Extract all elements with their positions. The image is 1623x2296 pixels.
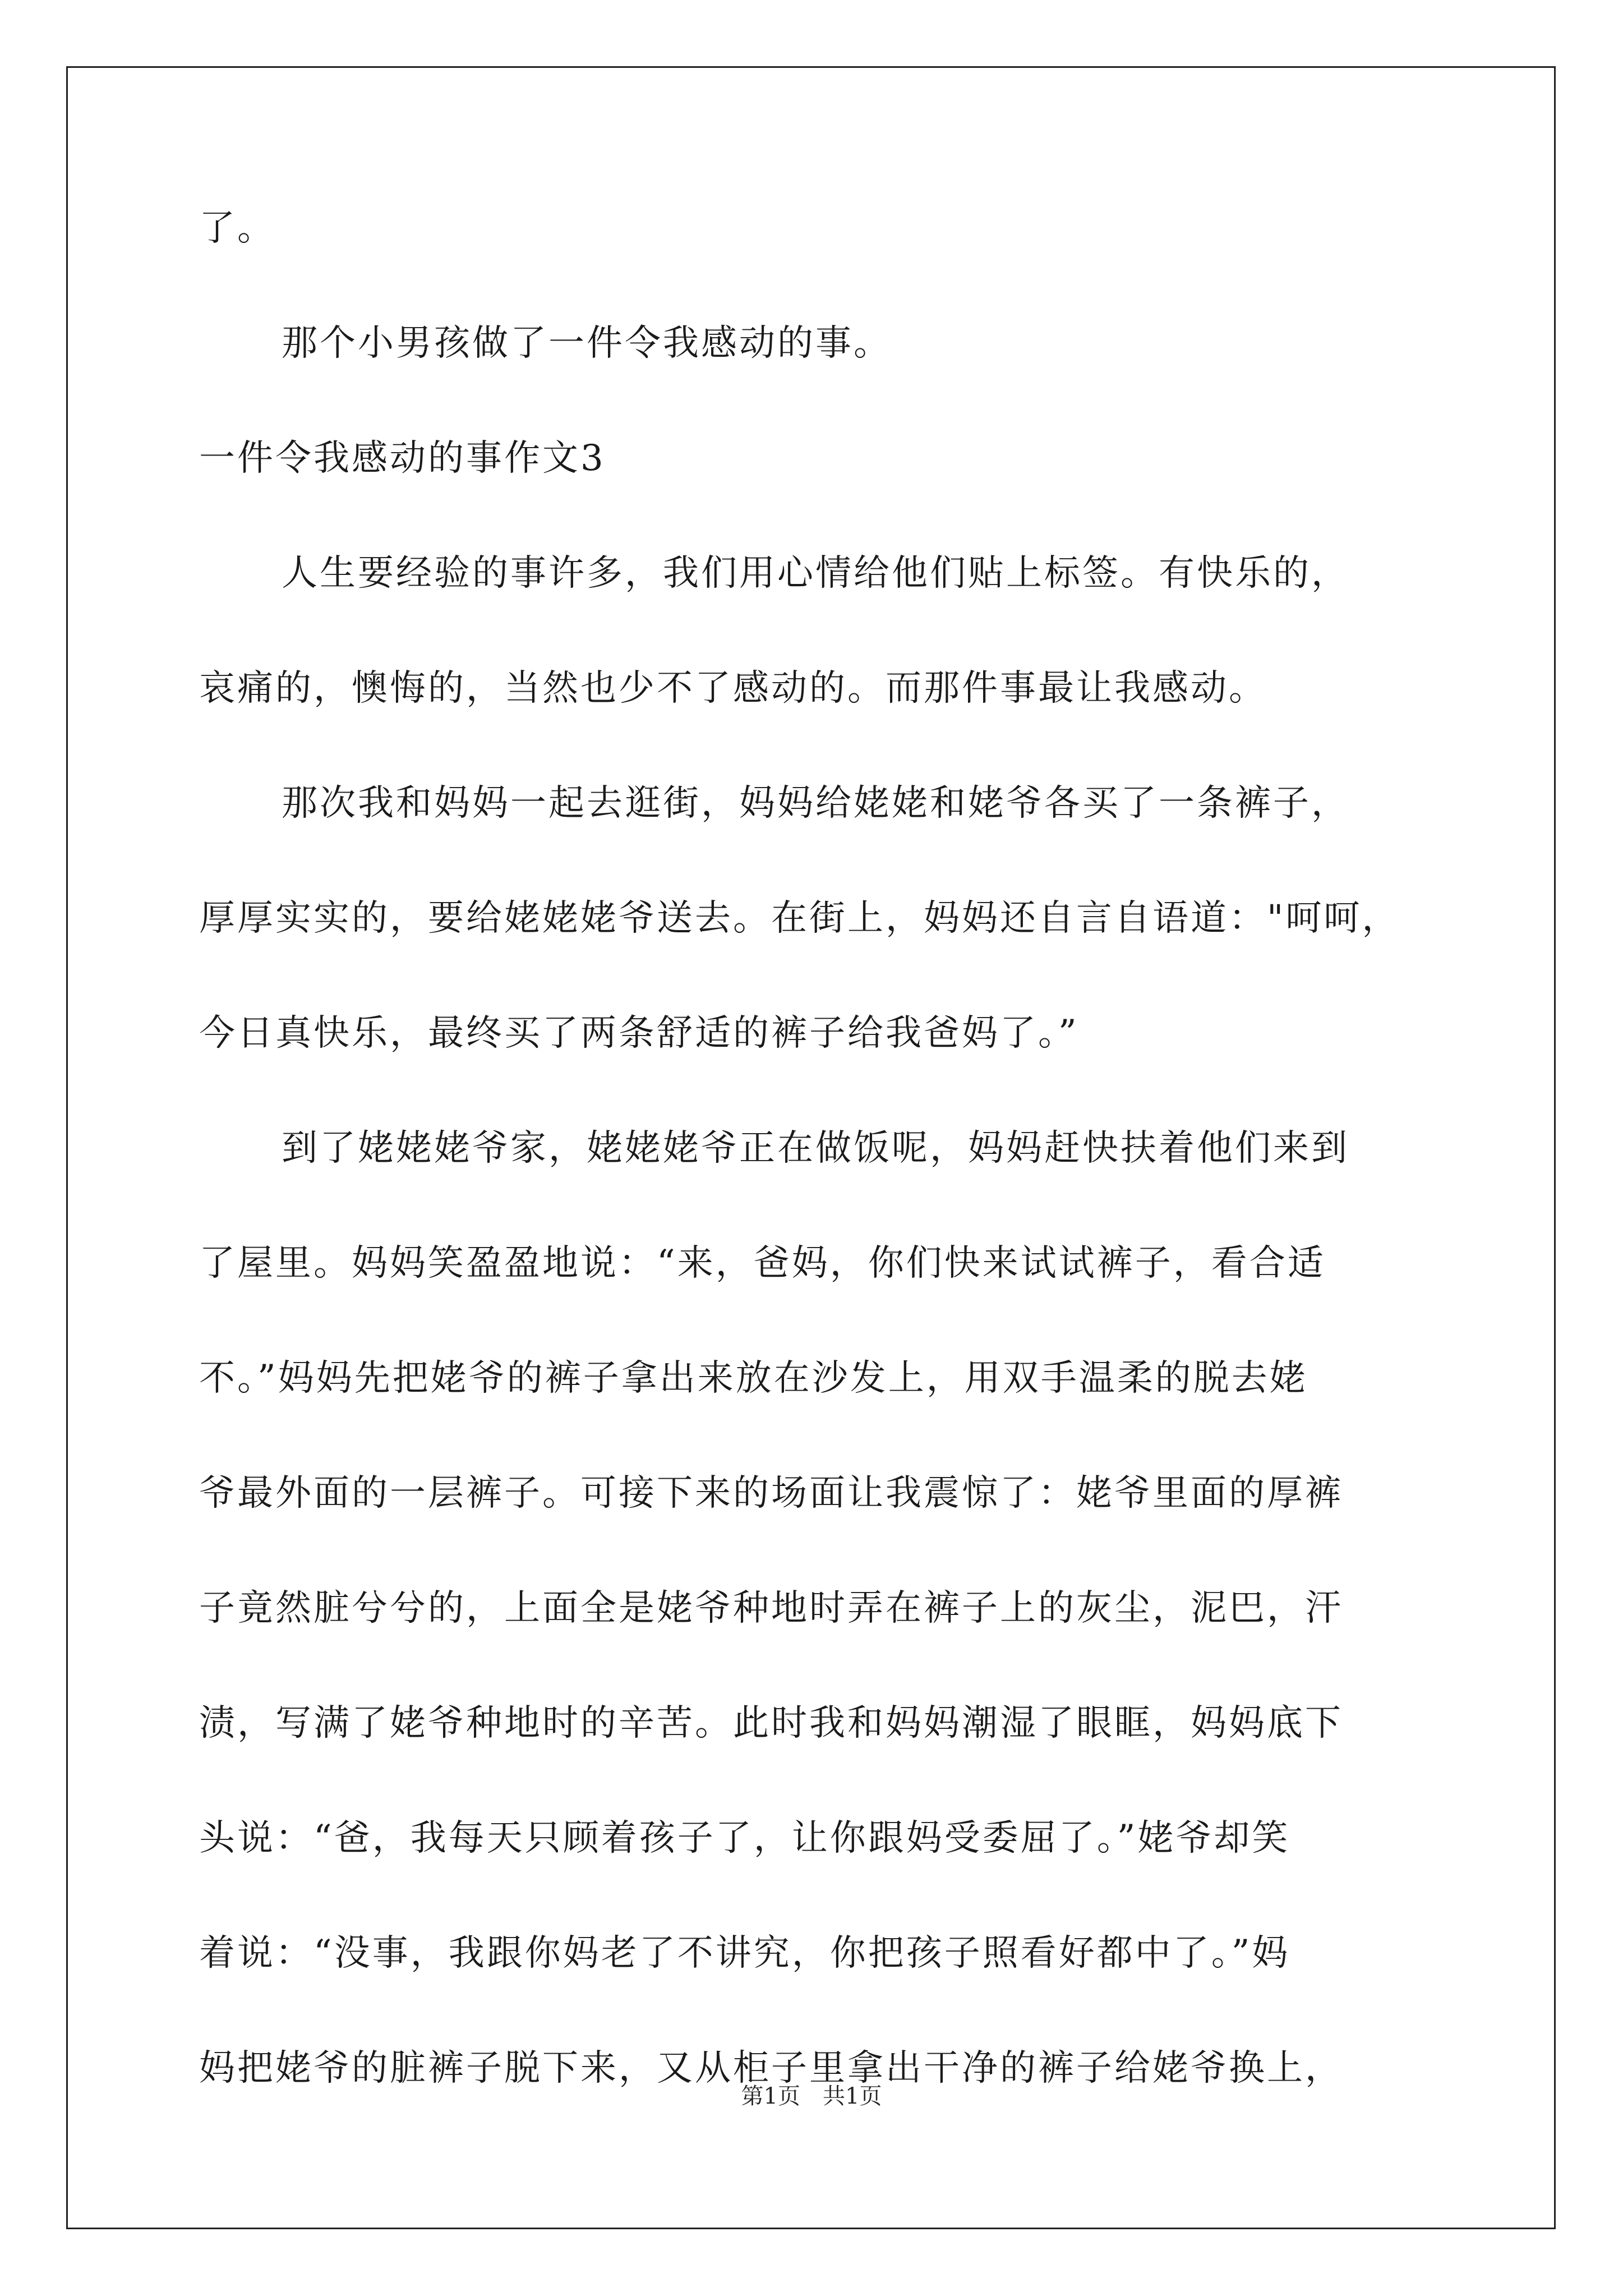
page-number: 第1页 bbox=[741, 2083, 800, 2109]
text-line: 着说：“没事，我跟你妈老了不讲究，你把孩子照看好都中了。”妈 bbox=[199, 1932, 1290, 1974]
text-line: 渍，写满了姥爷种地时的辛苦。此时我和妈妈潮湿了眼眶，妈妈底下 bbox=[199, 1703, 1343, 1744]
text-line: 了屋里。妈妈笑盈盈地说：“来，爸妈，你们快来试试裤子，看合适 bbox=[199, 1243, 1326, 1284]
text-line: 不。”妈妈先把姥爷的裤子拿出来放在沙发上，用双手温柔的脱去姥 bbox=[199, 1358, 1308, 1399]
text-line: 到了姥姥姥爷家，姥姥姥爷正在做饭呢，妈妈赶快扶着他们来到 bbox=[282, 1128, 1349, 1169]
text-line: 妈把姥爷的脏裤子脱下来，又从柜子里拿出干净的裤子给姥爷换上， bbox=[199, 2047, 1343, 2089]
page-total: 共1页 bbox=[823, 2083, 882, 2109]
section-heading: 一件令我感动的事作文3 bbox=[199, 438, 606, 479]
text-line: 那个小男孩做了一件令我感动的事。 bbox=[282, 323, 892, 364]
text-line: 了。 bbox=[199, 208, 275, 249]
text-line: 厚厚实实的，要给姥姥姥爷送去。在街上，妈妈还自言自语道："呵呵， bbox=[199, 898, 1400, 939]
text-line: 子竟然脏兮兮的，上面全是姥爷种地时弄在裤子上的灰尘，泥巴，汗 bbox=[199, 1588, 1343, 1629]
text-line: 头说：“爸，我每天只顾着孩子了，让你跟妈受委屈了。”姥爷却笑 bbox=[199, 1818, 1290, 1859]
text-line: 人生要经验的事许多，我们用心情给他们贴上标签。有快乐的， bbox=[282, 553, 1349, 594]
text-line: 哀痛的，懊悔的，当然也少不了感动的。而那件事最让我感动。 bbox=[199, 668, 1267, 709]
text-line: 那次我和妈妈一起去逛街，妈妈给姥姥和姥爷各买了一条裤子， bbox=[282, 783, 1349, 824]
page-footer bbox=[0, 2082, 1623, 2110]
text-line: 今日真快乐，最终买了两条舒适的裤子给我爸妈了。” bbox=[199, 1013, 1079, 1054]
text-line: 爷最外面的一层裤子。可接下来的场面让我震惊了：姥爷里面的厚裤 bbox=[199, 1473, 1343, 1514]
